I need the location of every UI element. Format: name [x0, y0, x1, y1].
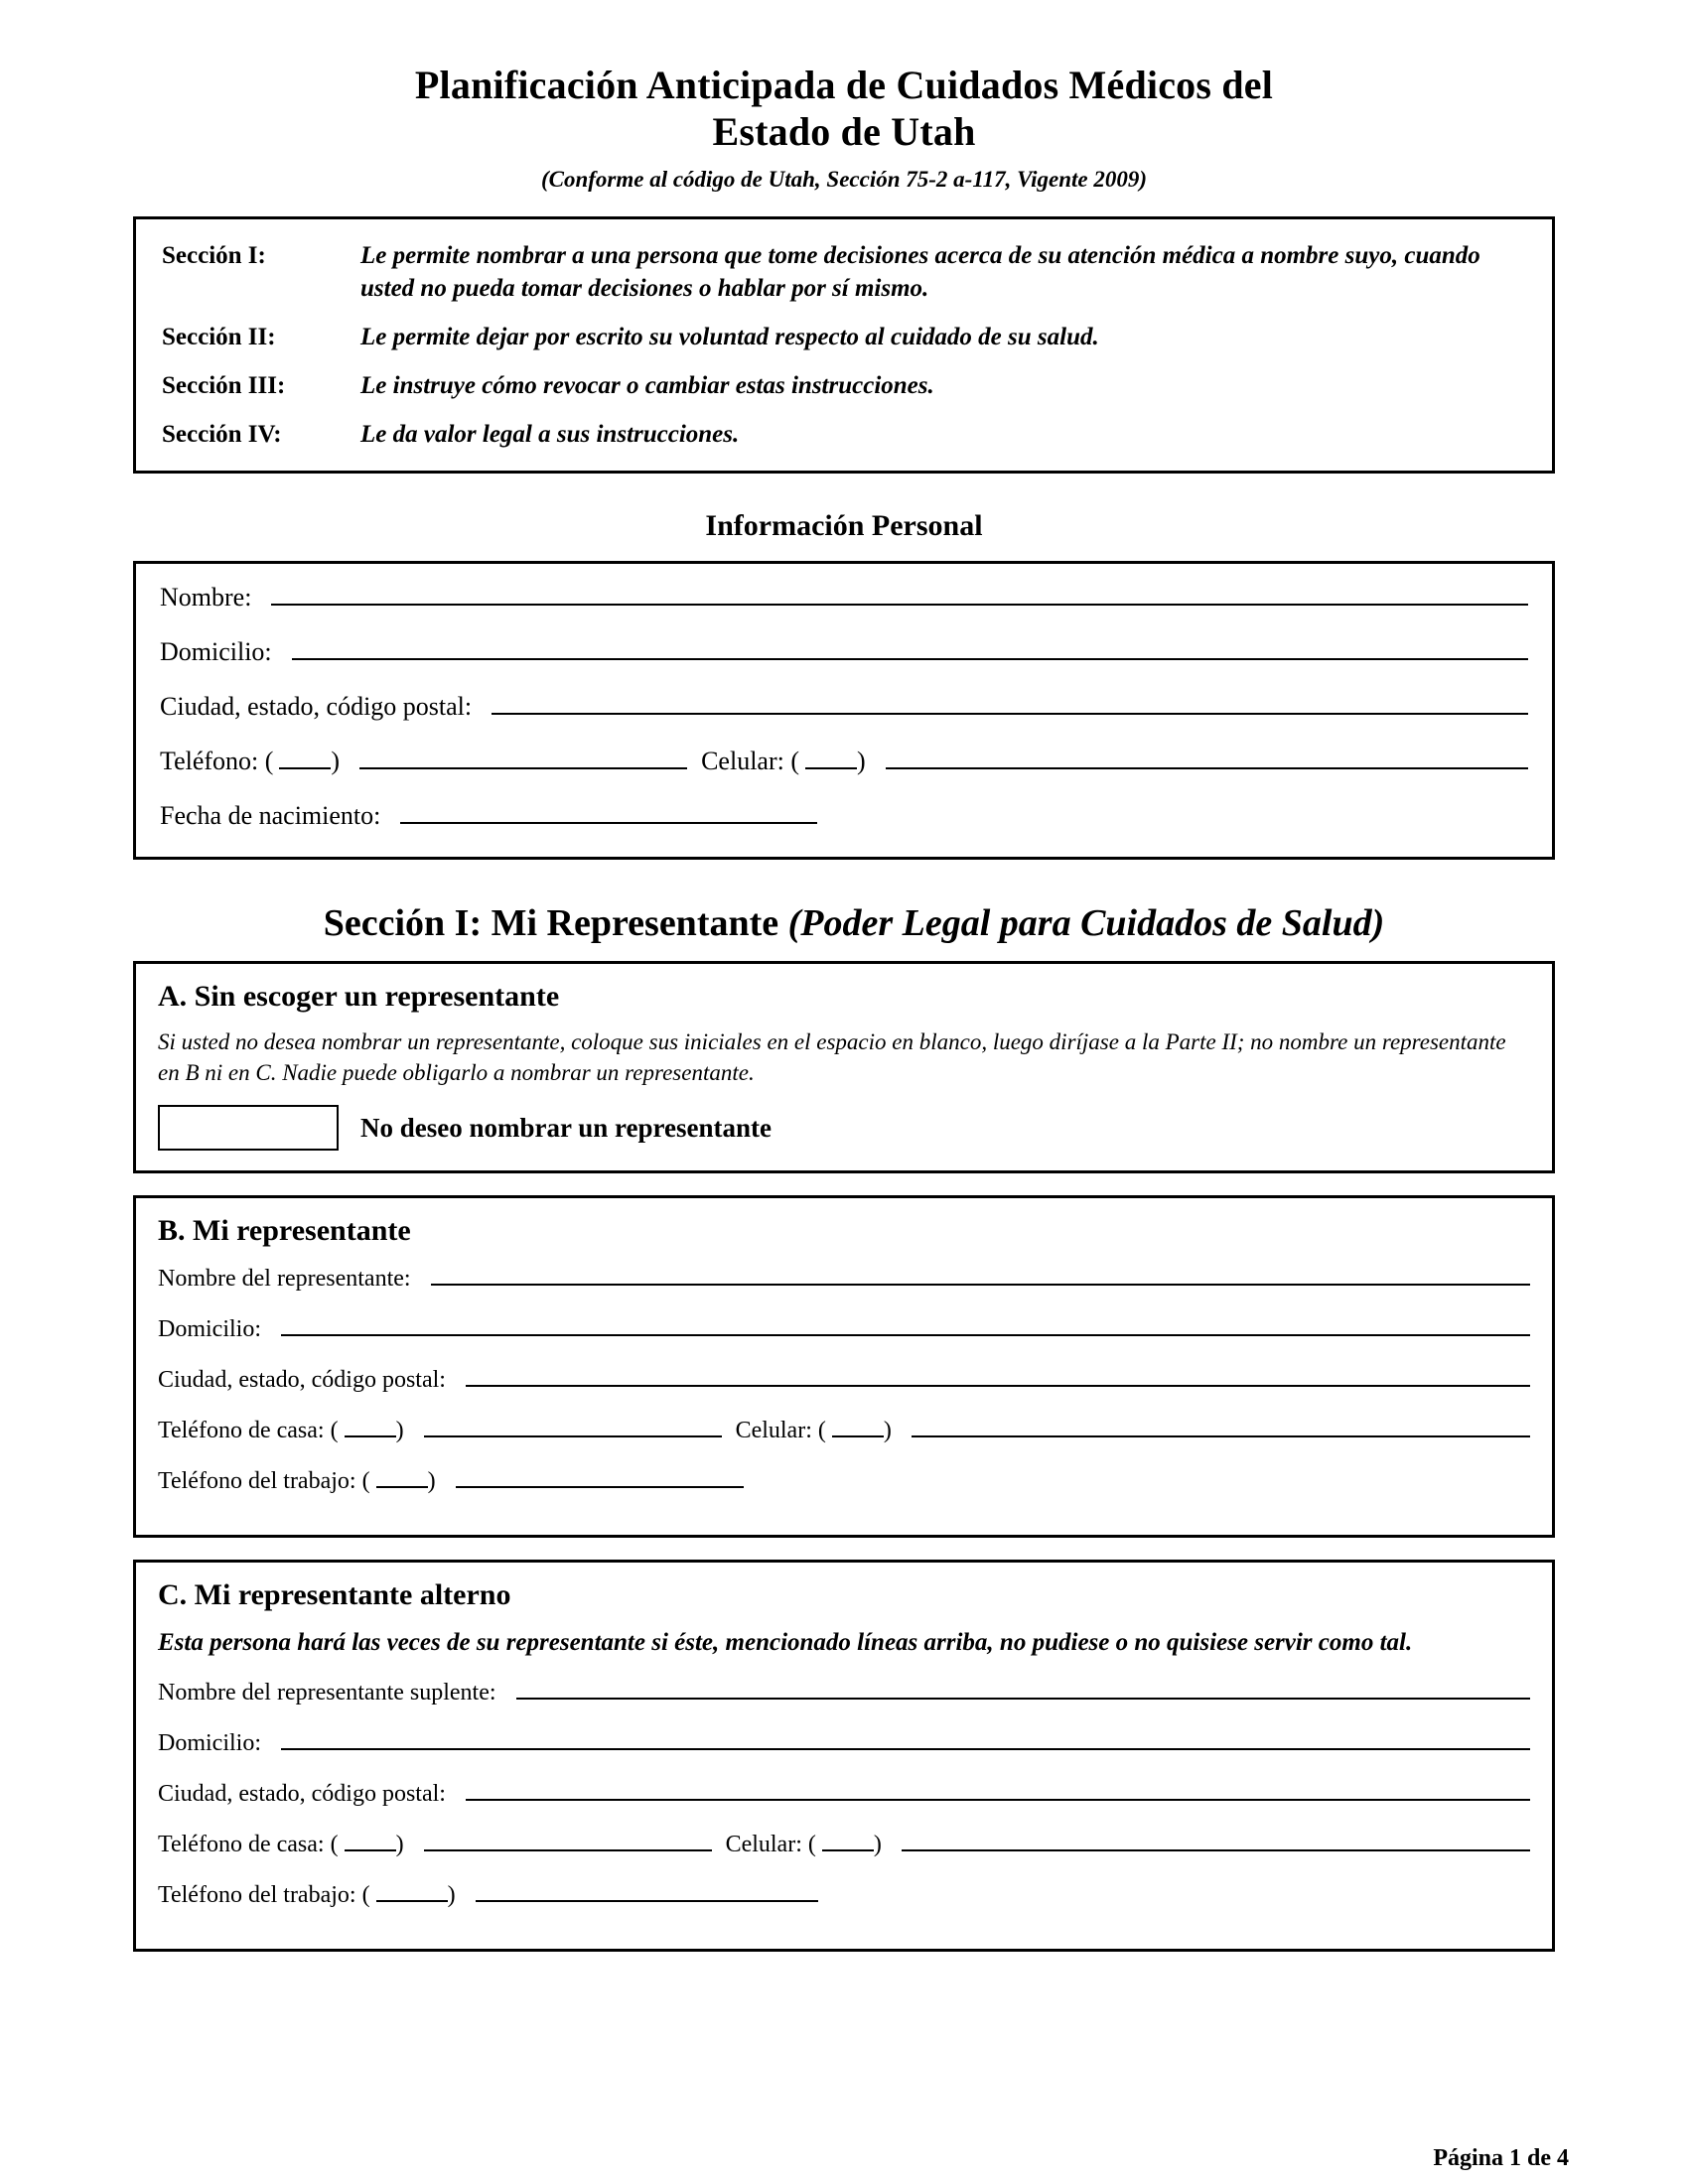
field-row-representante-telefono-trabajo	[158, 1464, 1530, 1493]
field-row-telefono	[160, 746, 1528, 774]
field-row-ciudad	[160, 691, 1528, 720]
label-paren-close: )	[873, 1831, 882, 1857]
label-ciudad-estado-codigo-postal: Ciudad, estado, código postal:	[160, 692, 473, 722]
input-suplente-telefono-trabajo-area-code[interactable]	[376, 1880, 448, 1902]
sections-overview-box	[133, 216, 1555, 474]
input-fecha-nacimiento[interactable]	[400, 800, 817, 824]
page-title-line-1: Planificación Anticipada de Cuidados Médicos del	[414, 63, 1274, 107]
part-c-note: Esta persona hará las veces de su representante si éste, mencionado líneas arriba, no pudiese o no quisiese servir como tal.	[158, 1629, 1413, 1656]
label-representante-telefono-trabajo: Teléfono del trabajo: (	[158, 1468, 370, 1494]
sections-overview-row	[162, 321, 1526, 353]
input-representante-celular-area-code[interactable]	[832, 1416, 884, 1437]
input-ciudad-estado-codigo-postal[interactable]	[492, 691, 1528, 715]
sections-overview-row	[162, 418, 1526, 451]
input-suplente-domicilio[interactable]	[281, 1726, 1530, 1750]
section-one-heading	[0, 901, 1688, 945]
initials-input[interactable]	[158, 1105, 339, 1151]
section-description: Le da valor legal a sus instrucciones.	[360, 421, 740, 449]
label-representante-domicilio: Domicilio:	[158, 1316, 261, 1342]
input-suplente-celular-number[interactable]	[902, 1828, 1530, 1851]
section-label: Sección II:	[162, 324, 276, 351]
label-paren-close: )	[427, 1468, 436, 1494]
label-representante-ciudad: Ciudad, estado, código postal:	[158, 1367, 446, 1393]
section-label: Sección I:	[162, 242, 266, 270]
input-telefono-number[interactable]	[359, 746, 687, 769]
field-row-representante-nombre	[158, 1262, 1530, 1291]
field-row-fecha-nacimiento	[160, 800, 1528, 829]
input-representante-ciudad[interactable]	[466, 1363, 1530, 1387]
section-description: Le permite dejar por escrito su voluntad respecto al cuidado de su salud.	[360, 324, 1099, 351]
label-domicilio: Domicilio:	[160, 637, 272, 667]
input-representante-telefono-casa-area-code[interactable]	[345, 1416, 396, 1437]
part-c-box	[133, 1560, 1555, 1952]
part-a-box	[133, 961, 1555, 1173]
section-label: Sección IV:	[162, 421, 282, 449]
label-telefono-paren-close: )	[331, 747, 341, 776]
input-representante-domicilio[interactable]	[281, 1312, 1530, 1336]
label-suplente-telefono-trabajo: Teléfono del trabajo: (	[158, 1881, 370, 1908]
part-a-initials-row	[158, 1105, 1530, 1151]
input-celular-area-code[interactable]	[805, 748, 857, 769]
section-one-heading-main: Sección I: Mi Representante	[323, 902, 788, 945]
part-b-box	[133, 1195, 1555, 1538]
personal-info-heading: Información Personal	[705, 509, 983, 543]
page-title-line-2: Estado de Utah	[712, 109, 976, 155]
label-paren-close: )	[395, 1418, 404, 1443]
part-a-note: Si usted no desea nombrar un representante, coloque sus iniciales en el espacio en blanco, luego diríjase a la Parte II; no nombre un representante en B ni en C. Nadie puede obligarlo a nombrar un representante.	[158, 1029, 1506, 1086]
label-representante-telefono-casa: Teléfono de casa: (	[158, 1418, 339, 1443]
field-row-representante-telefono-casa	[158, 1414, 1530, 1442]
input-suplente-nombre[interactable]	[516, 1676, 1530, 1700]
input-domicilio[interactable]	[292, 636, 1528, 660]
field-row-suplente-telefono-casa	[158, 1828, 1530, 1856]
sections-overview-row	[162, 239, 1526, 305]
label-celular-paren-close: )	[857, 747, 866, 776]
field-row-suplente-ciudad	[158, 1777, 1530, 1806]
section-one-heading-paren: (Poder Legal para Cuidados de Salud)	[787, 902, 1385, 945]
input-nombre[interactable]	[271, 582, 1528, 606]
label-representante-nombre: Nombre del representante:	[158, 1266, 411, 1292]
title-block	[0, 0, 1688, 193]
part-b-title: B. Mi representante	[158, 1214, 411, 1247]
input-suplente-celular-area-code[interactable]	[822, 1830, 874, 1851]
label-suplente-telefono-casa: Teléfono de casa: (	[158, 1831, 339, 1857]
label-suplente-nombre: Nombre del representante suplente:	[158, 1679, 496, 1706]
label-fecha-nacimiento: Fecha de nacimiento:	[160, 801, 381, 831]
input-suplente-telefono-casa-area-code[interactable]	[345, 1830, 396, 1851]
label-suplente-celular: Celular: (	[725, 1831, 816, 1857]
section-label: Sección III:	[162, 372, 286, 400]
sections-overview-row	[162, 369, 1526, 402]
input-representante-celular-number[interactable]	[912, 1414, 1530, 1437]
label-celular: Celular: (	[701, 747, 800, 776]
field-row-domicilio	[160, 636, 1528, 665]
input-representante-telefono-trabajo-area-code[interactable]	[376, 1466, 428, 1488]
input-celular-number[interactable]	[886, 746, 1528, 769]
input-telefono-area-code[interactable]	[279, 748, 331, 769]
label-suplente-ciudad: Ciudad, estado, código postal:	[158, 1780, 446, 1807]
field-row-suplente-domicilio	[158, 1726, 1530, 1755]
input-suplente-telefono-trabajo-number[interactable]	[476, 1878, 818, 1902]
section-description: Le permite nombrar a una persona que tome decisiones acerca de su atención médica a nombre suyo, cuando usted no pueda tomar decisiones o hablar por sí mismo.	[360, 242, 1480, 303]
part-a-checkbox-label: No deseo nombrar un representante	[360, 1112, 772, 1143]
field-row-representante-ciudad	[158, 1363, 1530, 1392]
page-footer: Página 1 de 4	[1433, 2145, 1569, 2171]
input-representante-nombre[interactable]	[431, 1262, 1530, 1286]
input-suplente-ciudad[interactable]	[466, 1777, 1530, 1801]
field-row-representante-domicilio	[158, 1312, 1530, 1341]
part-a-title: A. Sin escoger un representante	[158, 980, 560, 1014]
personal-info-box	[133, 561, 1555, 860]
input-representante-telefono-casa-number[interactable]	[424, 1414, 722, 1437]
part-c-title: C. Mi representante alterno	[158, 1578, 511, 1611]
label-suplente-domicilio: Domicilio:	[158, 1729, 261, 1756]
label-representante-celular: Celular: (	[735, 1418, 826, 1443]
label-paren-close: )	[883, 1418, 892, 1443]
page-subtitle: (Conforme al código de Utah, Sección 75-2 a-117, Vigente 2009)	[540, 167, 1148, 193]
section-description: Le instruye cómo revocar o cambiar estas instrucciones.	[360, 372, 934, 400]
label-paren-close: )	[395, 1831, 404, 1857]
input-suplente-telefono-casa-number[interactable]	[424, 1828, 712, 1851]
page-title	[0, 62, 1688, 155]
label-nombre: Nombre:	[160, 583, 252, 613]
input-representante-telefono-trabajo-number[interactable]	[456, 1464, 744, 1488]
field-row-suplente-nombre	[158, 1676, 1530, 1705]
field-row-suplente-telefono-trabajo	[158, 1878, 1530, 1907]
label-telefono: Teléfono: (	[160, 747, 274, 776]
field-row-nombre	[160, 582, 1528, 611]
label-paren-close: )	[447, 1881, 456, 1908]
